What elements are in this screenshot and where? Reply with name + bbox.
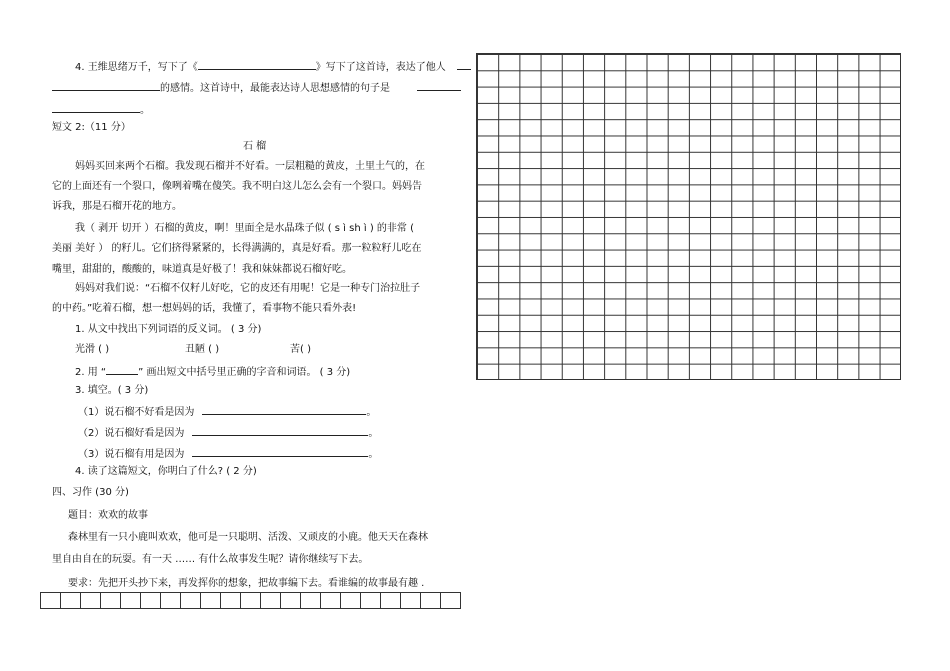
grid-cell[interactable] xyxy=(361,593,381,608)
grid-cell[interactable] xyxy=(81,593,101,608)
story-title: 石 榴 xyxy=(243,141,267,152)
antonym-item[interactable]: 光滑 ( ) xyxy=(75,344,110,355)
story-paragraph-line: 我（ 剥开 切开 ）石榴的黄皮，啊！里面全是水晶珠子似 ( s ì sh ì ) 的非常 ( xyxy=(75,223,414,234)
grid-cell[interactable] xyxy=(41,593,61,608)
grid-cell[interactable] xyxy=(341,593,361,608)
grid-cell[interactable] xyxy=(381,593,401,608)
question-1: 1. 从文中找出下列词语的反义词。 ( 3 分) xyxy=(75,324,262,335)
grid-cell[interactable] xyxy=(281,593,301,608)
question-4-line2: 的感情。这首诗中，最能表达诗人思想感情的句子是 xyxy=(52,80,461,96)
grid-cell[interactable] xyxy=(161,593,181,608)
story-paragraph-line: 妈妈对我们说：“石榴不仅籽儿好吃，它的皮还有用呢！它是一种专门治拉肚子 xyxy=(75,283,421,294)
grid-cell[interactable] xyxy=(121,593,141,608)
writing-grid-row[interactable] xyxy=(40,592,461,609)
grid-cell[interactable] xyxy=(421,593,441,608)
grid-cell[interactable] xyxy=(261,593,281,608)
fill-line-3: （3）说石榴有用是因为 。 xyxy=(78,446,378,462)
grid-cell[interactable] xyxy=(401,593,421,608)
fill-blank[interactable] xyxy=(202,404,366,415)
grid-cell[interactable] xyxy=(101,593,121,608)
fill-blank[interactable] xyxy=(192,446,368,457)
grid-cell[interactable] xyxy=(321,593,341,608)
antonym-item[interactable]: 苦( ) xyxy=(290,344,311,355)
question-3: 3. 填空。( 3 分) xyxy=(75,385,149,396)
grid-cell[interactable] xyxy=(61,593,81,608)
question-2: 2. 用 “ ” 画出短文中括号里正确的字音和词语。 ( 3 分) xyxy=(75,364,350,380)
grid-cell[interactable] xyxy=(141,593,161,608)
grid-cell[interactable] xyxy=(441,593,461,608)
question-4-line3: 。 xyxy=(52,102,150,118)
writing-grid[interactable] xyxy=(476,53,901,380)
story-paragraph-line: 诉我，那是石榴开花的地方。 xyxy=(52,201,182,212)
fill-line-1: （1）说石榴不好看是因为 。 xyxy=(78,404,376,420)
story-paragraph-line: 的中药。”吃着石榴，想一想妈妈的话，我懂了，看事物不能只看外表! xyxy=(52,303,357,314)
composition-topic: 题目：欢欢的故事 xyxy=(68,510,148,521)
blank[interactable] xyxy=(457,59,471,70)
composition-line: 森林里有一只小鹿叫欢欢，他可是一只聪明、活泼、又顽皮的小鹿。他天天在森林 xyxy=(68,532,428,543)
grid-cell[interactable] xyxy=(241,593,261,608)
story-paragraph-line: 它的上面还有一个裂口，像咧着嘴在傻笑。我不明白这儿怎么会有一个裂口。妈妈告 xyxy=(52,181,422,192)
story-paragraph-line: 嘴里，甜甜的，酸酸的，味道真是好极了！我和妹妹都说石榴好吃。 xyxy=(52,264,352,275)
grid-cell[interactable] xyxy=(221,593,241,608)
blank[interactable] xyxy=(52,102,140,113)
composition-heading: 四、习作 (30 分) xyxy=(52,487,129,498)
blank[interactable] xyxy=(417,80,461,91)
story-paragraph-line: 美丽 美好 ） 的籽儿。它们挤得紧紧的，长得满满的，真是好看。那一粒粒籽儿吃在 xyxy=(52,243,422,254)
blank[interactable] xyxy=(52,80,160,91)
composition-line: 里自由自在的玩耍。有一天 …… 有什么故事发生呢？请你继续写下去。 xyxy=(52,554,369,565)
question-4b: 4. 读了这篇短文，你明白了什么? ( 2 分) xyxy=(75,466,257,477)
story-paragraph-line: 妈妈买回来两个石榴。我发现石榴并不好看。一层粗糙的黄皮，土里土气的，在 xyxy=(75,161,425,172)
grid-cell[interactable] xyxy=(301,593,321,608)
composition-line: 要求：先把开头抄下来，再发挥你的想象，把故事编下去。看谁编的故事最有趣 . xyxy=(68,578,425,589)
question-4-line1: 4. 王维思绪万千，写下了《 》写下了这首诗，表达了他人 xyxy=(75,59,471,75)
antonym-item[interactable]: 丑陋 ( ) xyxy=(185,344,220,355)
grid-cell[interactable] xyxy=(181,593,201,608)
fill-blank[interactable] xyxy=(192,425,368,436)
grid-cell[interactable] xyxy=(201,593,221,608)
short-text-heading: 短文 2:（11 分） xyxy=(52,122,131,133)
fill-line-2: （2）说石榴好看是因为 。 xyxy=(78,425,378,441)
underline-sample xyxy=(106,364,138,375)
blank[interactable] xyxy=(198,59,316,70)
